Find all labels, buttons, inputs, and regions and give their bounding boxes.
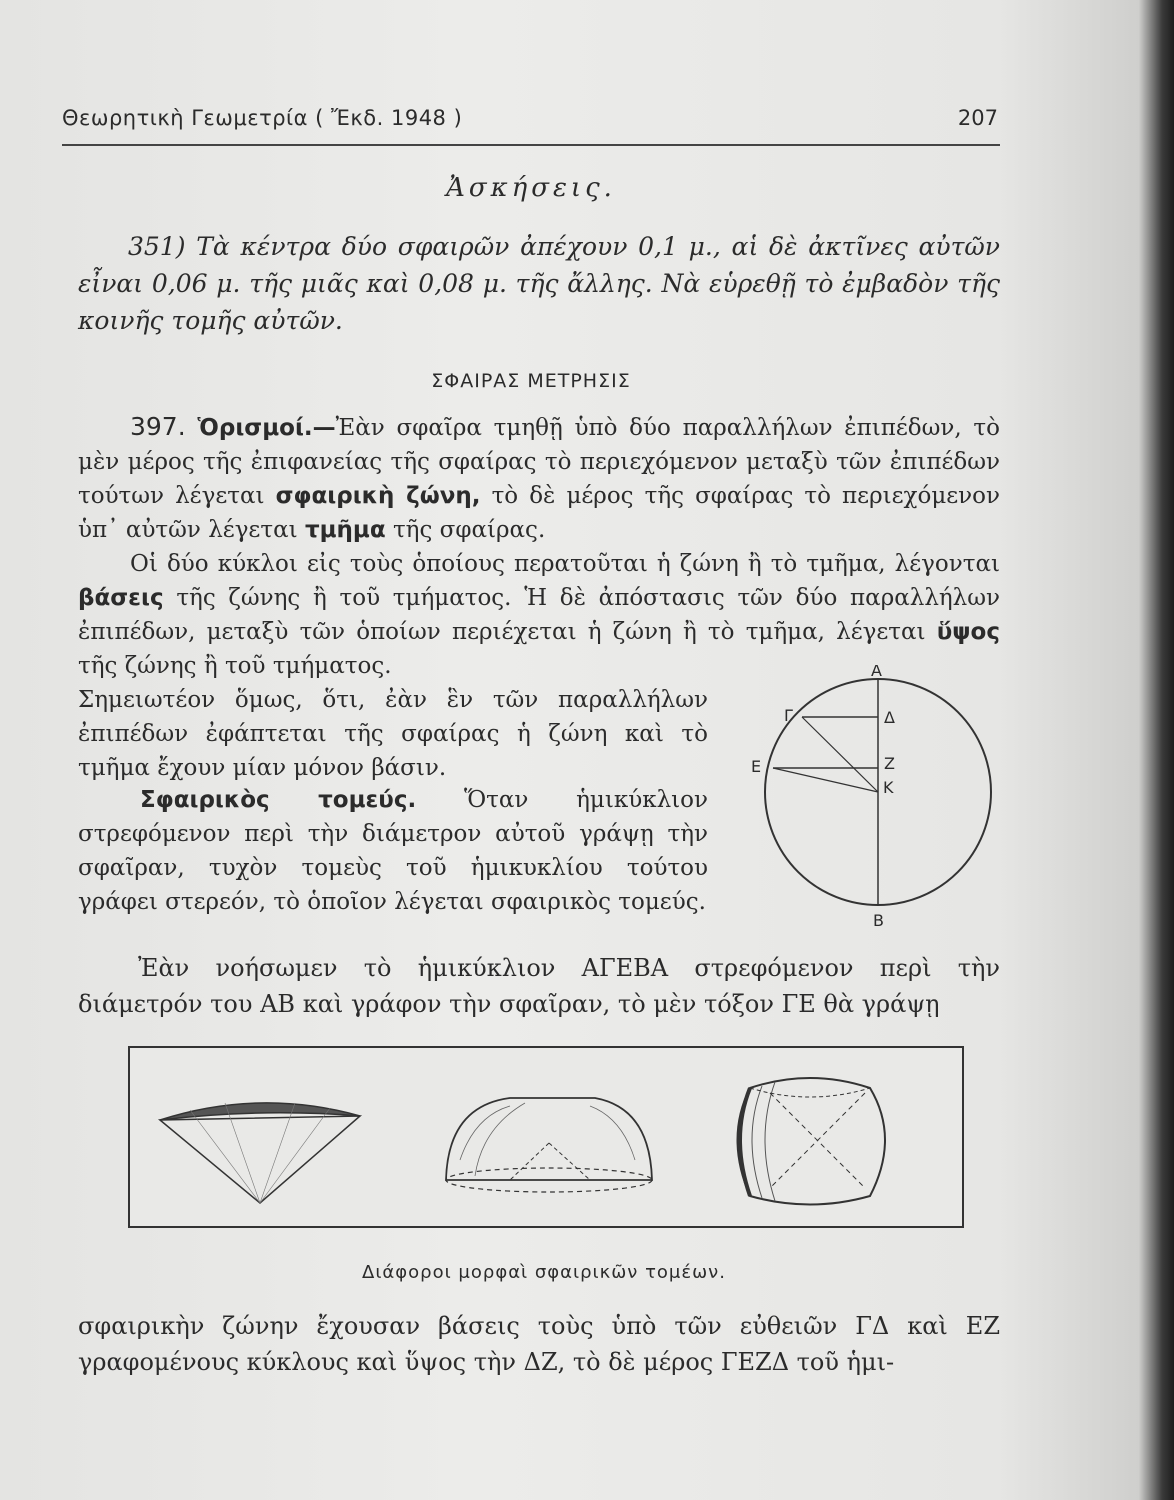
rotation-paragraph: Ἐὰν νοήσωμεν τὸ ἡμικύκλιον ΑΓΕΒΑ στρεφόμενον περὶ τὴν διάμετρόν του ΑΒ καὶ γράφον τὴν σφαῖραν, τὸ μὲν τόξον ΓΕ θὰ γράψῃ <box>78 954 1000 1018</box>
definitions-text-1: Ἐὰν σφαῖρα τμηθῇ ὑπὸ δύο παραλλήλων ἐπιπέδων, τὸ μὲν μέρος τῆς ἐπιφανείας τῆς σφαίρας τὸ περιεχόμενον μεταξὺ τῶν ἐπιπέδων τούτων λέγεται <box>78 415 1001 509</box>
label-z: Z <box>884 754 895 773</box>
radius-ek <box>773 768 878 792</box>
label-k: K <box>883 778 894 797</box>
bases-paragraph <box>78 547 1000 683</box>
term-height: ὕψος <box>936 619 1000 645</box>
paragraph-number: 397. <box>130 412 186 441</box>
sector-paragraph <box>78 783 708 919</box>
header-title: Θεωρητικὴ Γεωμετρία ( Ἔκδ. 1948 ) <box>62 106 463 130</box>
sector-text: Ὅταν ἡμικύκλιον στρεφόμενον περὶ τὴν διάμετρον αὐτοῦ γράψῃ τὴν σφαῖραν, τυχὸν τομεὺς τοῦ ἡμικυκλίου τούτου γράφει στερεόν, τὸ ὁποῖον λέγεται σφαιρικὸς τομεύς. <box>78 787 708 915</box>
definitions-text-2: τὸ δὲ μέρος τῆς σφαίρας τὸ περιεχόμενον ὑπ᾽ αὐτῶν λέγεται <box>78 483 1000 543</box>
definitions-label: Ὁρισμοί.— <box>197 415 336 441</box>
running-header <box>62 104 1000 146</box>
label-d: Δ <box>884 708 895 727</box>
bases-text-3: τῆς ζώνης ἢ τοῦ τμήματος. <box>78 653 392 679</box>
sectors-figure <box>128 1046 964 1228</box>
label-g: Γ <box>784 706 793 725</box>
term-segment: τμῆμα <box>304 517 386 543</box>
term-spherical-sector: Σφαιρικὸς τομεύς. <box>140 787 417 813</box>
term-bases: βάσεις <box>78 585 164 611</box>
term-spherical-zone: σφαιρικὴ ζώνη, <box>275 483 481 509</box>
exercise-351: 351) Τὰ κέντρα δύο σφαιρῶν ἀπέχουν 0,1 μ., αἱ δὲ ἀκτῖνες αὐτῶν εἶναι 0,06 μ. τῆς μιᾶς καὶ 0,08 μ. τῆς ἄλλης. Νὰ εὑρεθῇ τὸ ἐμβαδὸν τῆς κοινῆς τομῆς αὐτῶν. <box>78 232 1000 335</box>
sphere-diagram <box>748 665 1010 930</box>
label-b: B <box>873 911 884 930</box>
label-e: E <box>751 757 762 776</box>
definitions-text-3: τῆς σφαίρας. <box>392 517 546 543</box>
sector-dome-figure <box>446 1098 652 1192</box>
bases-text-1: Οἱ δύο κύκλοι εἰς τοὺς ὁποίους περατοῦται ἡ ζώνη ἢ τὸ τμῆμα, λέγονται <box>130 551 1000 577</box>
radius-gk <box>802 717 878 792</box>
exercises-title: Ἀσκήσεις. <box>446 173 616 203</box>
sector-cone-figure <box>160 1103 360 1203</box>
section-heading: ΣΦΑΙΡΑΣ ΜΕΤΡΗΣΙΣ <box>431 370 631 392</box>
note-paragraph: Σημειωτέον ὅμως, ὅτι, ἐὰν ἓν τῶν παραλλήλων ἐπιπέδων ἐφάπτεται τῆς σφαίρας ἡ ζώνη καὶ τὸ τμῆμα ἔχουν μίαν μόνον βάσιν. <box>78 687 708 781</box>
definitions-paragraph <box>78 410 1000 547</box>
figure-caption: Διάφοροι μορφαὶ σφαιρικῶν τομέων. <box>362 1262 726 1283</box>
bases-text-2: τῆς ζώνης ἢ τοῦ τμήματος. Ἡ δὲ ἀπόστασις τῶν δύο παραλλήλων ἐπιπέδων, μεταξὺ τῶν ὁποίων περιέχεται ἡ ζώνη ἢ τὸ τμῆμα, λέγεται <box>78 585 1000 645</box>
label-a: A <box>871 665 882 680</box>
sectors-illustration <box>130 1048 962 1226</box>
sector-barrel-figure <box>738 1078 886 1205</box>
page-number: 207 <box>957 106 998 130</box>
continuation-paragraph: σφαιρικὴν ζώνην ἔχουσαν βάσεις τοὺς ὑπὸ τῶν εὐθειῶν ΓΔ καὶ ΕΖ γραφομένους κύκλους καὶ ὕψος τὴν ΔΖ, τὸ δὲ μέρος ΓΕΖΔ τοῦ ἡμι- <box>78 1312 1000 1376</box>
